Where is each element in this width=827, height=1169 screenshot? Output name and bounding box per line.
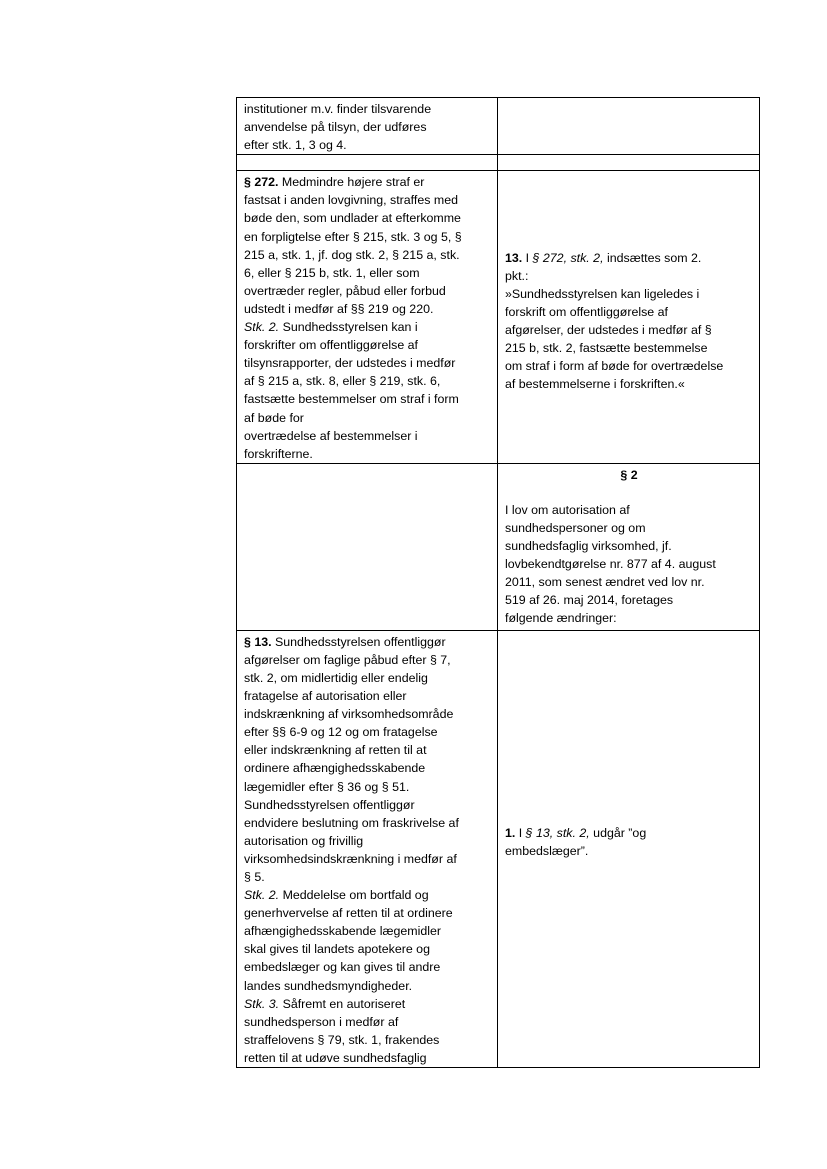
- spacer: [505, 484, 753, 501]
- text-line: forskrifter om offentliggørelse af: [244, 338, 418, 353]
- text-line: straffelovens § 79, stk. 1, frakendes: [244, 1032, 440, 1047]
- text-line: stk. 2, om midlertidig eller endelig: [244, 670, 428, 685]
- text-line: af bøde for: [244, 410, 304, 425]
- text-line: forskrift om offentliggørelse af: [505, 304, 668, 319]
- text-line: efter §§ 6-9 og 12 og om fratagelse: [244, 725, 438, 740]
- text-line: afgørelser, der udstedes i medfør af §: [505, 323, 712, 338]
- text-line: afhængighedsskabende lægemidler: [244, 924, 442, 939]
- text-line: institutioner m.v. finder tilsvarende: [244, 102, 432, 116]
- text-run: udgår ”og: [589, 825, 647, 840]
- text-line: om straf i form af bøde for overtrædelse: [505, 359, 724, 374]
- current-law-cell: [237, 98, 498, 155]
- text-line: virksomhedsindskrænkning i medfør af: [244, 851, 457, 866]
- text-line: ordinere afhængighedsskabende: [244, 761, 426, 776]
- text-run: Sundhedsstyrelsen kan i: [279, 320, 418, 335]
- text-line: 2011, som senest ændret ved lov nr.: [505, 575, 705, 590]
- amendment-cell: [498, 630, 760, 1067]
- section-number: § 13.: [244, 634, 272, 649]
- text-line: skal gives til landets apotekere og: [244, 942, 430, 957]
- amendment-number: 1.: [505, 825, 516, 840]
- text-line: autorisation og frivillig: [244, 833, 364, 848]
- text-run: Medmindre højere straf er: [278, 175, 425, 190]
- text-line: fratagelse af autorisation eller: [244, 689, 407, 704]
- amendment-cell: [498, 155, 760, 171]
- text-line: 519 af 26. maj 2014, foretages: [505, 593, 674, 608]
- text-line: 215 b, stk. 2, fastsætte bestemmelse: [505, 341, 708, 356]
- paragraph-start: [244, 173, 491, 191]
- text-line: landes sundhedsmyndigheder.: [244, 978, 413, 993]
- text-line: 215 a, stk. 1, jf. dog stk. 2, § 215 a, stk.: [244, 247, 460, 262]
- table-row: [237, 630, 760, 1067]
- amendment-number: 13.: [505, 250, 523, 265]
- comparison-table: [236, 97, 760, 1068]
- text-line: retten til at udøve sundhedsfaglig: [244, 1050, 427, 1065]
- paragraph-start: [244, 633, 491, 651]
- current-law-cell: [237, 630, 498, 1067]
- text-line: embedslæger og kan gives til andre: [244, 960, 441, 975]
- text-line: tilsynsrapporter, der udstedes i medfør: [244, 356, 456, 371]
- amendment-cell: [498, 171, 760, 464]
- table-row: [237, 463, 760, 630]
- text-line: af § 215 a, stk. 8, eller § 219, stk. 6,: [244, 374, 441, 389]
- text-line: indskrænkning af virksomhedsområde: [244, 707, 454, 722]
- text-line: udstedt i medfør af §§ 219 og 220.: [244, 301, 434, 316]
- text-line: afgørelser om faglige påbud efter § 7,: [244, 652, 451, 667]
- text-line: følgende ændringer:: [505, 611, 617, 626]
- text-line: sundhedspersoner og om: [505, 520, 646, 535]
- current-law-cell: [237, 171, 498, 464]
- amendment-cell: [498, 98, 760, 155]
- text-line: lægemidler efter § 36 og § 51.: [244, 779, 410, 794]
- text-run: Meddelelse om bortfald og: [279, 888, 429, 903]
- text-run: Sundhedsstyrelsen offentliggør: [271, 634, 446, 649]
- text-line: Sundhedsstyrelsen offentliggør: [244, 797, 415, 812]
- subsection-label: Stk. 3.: [244, 996, 280, 1011]
- text-line: I lov om autorisation af: [505, 502, 630, 517]
- text-line: overtræder regler, påbud eller forbud: [244, 283, 446, 298]
- text-line: eller indskrænkning af retten til at: [244, 743, 427, 758]
- table-row: [237, 155, 760, 171]
- subsection-label: Stk. 2.: [244, 320, 280, 335]
- text-run: Såfremt en autoriseret: [279, 996, 406, 1011]
- text-line: overtrædelse af bestemmelser i: [244, 428, 418, 443]
- text-line: efter stk. 1, 3 og 4.: [244, 138, 347, 153]
- text-line: embedslæger”.: [505, 843, 589, 858]
- amendment-start: [505, 824, 753, 842]
- text-run: I: [515, 825, 526, 840]
- section-heading: § 2: [620, 467, 638, 482]
- subsection-label: Stk. 2.: [244, 888, 280, 903]
- text-line: fastsat i anden lovgivning, straffes med: [244, 193, 458, 208]
- text-run: I: [522, 250, 533, 265]
- text-line: 6, eller § 215 b, stk. 1, eller som: [244, 265, 420, 280]
- current-law-cell: [237, 155, 498, 171]
- table-row: [237, 98, 760, 155]
- section-number: § 272.: [244, 175, 279, 190]
- text-line: en forpligtelse efter § 215, stk. 3 og 5, §: [244, 229, 462, 244]
- text-line: sundhedsperson i medfør af: [244, 1014, 399, 1029]
- text-line: lovbekendtgørelse nr. 877 af 4. august: [505, 557, 716, 572]
- text-line: af bestemmelserne i forskriften.«: [505, 377, 685, 392]
- text-line: anvendelse på tilsyn, der udføres: [244, 120, 427, 135]
- text-line: § 5.: [244, 870, 265, 884]
- amendment-cell: [498, 463, 760, 630]
- text-line: bøde den, som undlader at efterkomme: [244, 211, 461, 226]
- table-row: [237, 171, 760, 464]
- text-line: endvidere beslutning om fraskrivelse af: [244, 815, 459, 830]
- subsection-start: [244, 886, 491, 904]
- amendment-start: [505, 249, 753, 267]
- legal-reference: § 272, stk. 2,: [532, 250, 604, 265]
- text-line: fastsætte bestemmelser om straf i form: [244, 392, 459, 407]
- legal-reference: § 13, stk. 2,: [525, 825, 590, 840]
- text-line: forskrifterne.: [244, 446, 313, 461]
- text-line: generhvervelse af retten til at ordinere: [244, 906, 453, 921]
- text-line: »Sundhedsstyrelsen kan ligeledes i: [505, 286, 700, 301]
- text-line: sundhedsfaglig virksomhed, jf.: [505, 539, 672, 554]
- subsection-start: [244, 995, 491, 1013]
- text-run: indsættes som 2.: [603, 250, 702, 265]
- text-line: pkt.:: [505, 268, 529, 283]
- subsection-start: [244, 318, 491, 336]
- current-law-cell: [237, 463, 498, 630]
